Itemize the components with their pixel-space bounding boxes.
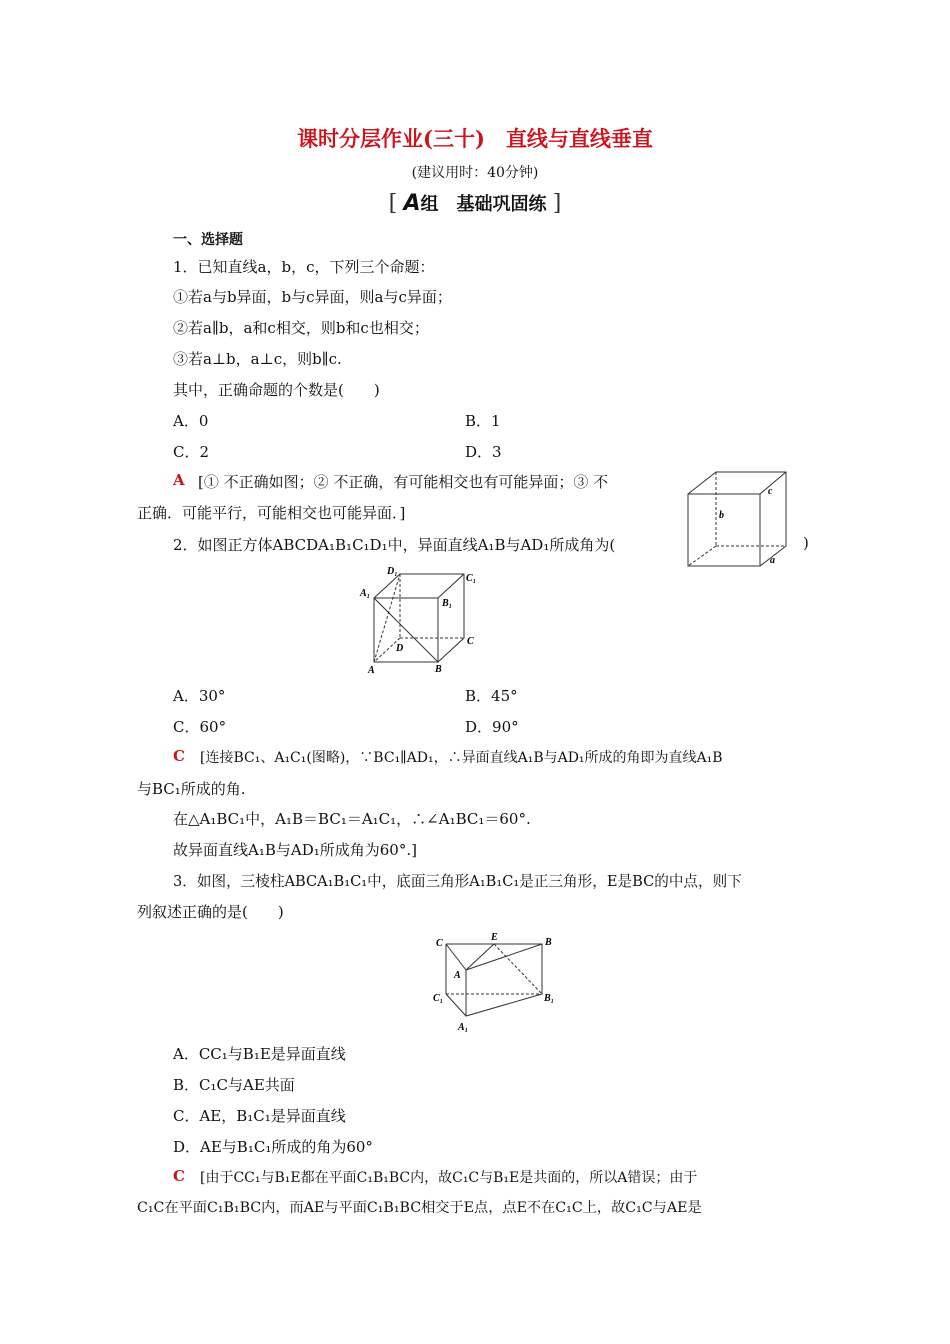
q1-explanation-line-2: 正确．可能平行，可能相交也可能异面．] [137,504,406,522]
group-label: 组 基础巩固练 [420,194,547,215]
fig2-label-d1: D₁ [387,566,398,577]
q1-statement-3: ③若a⊥b，a⊥c，则b∥c. [173,350,342,368]
fig3-label-b1: B₁ [544,993,555,1004]
q1-answer: A [173,471,185,489]
fig1-label-c: c [768,486,773,497]
q3-option-c: C．AE，B₁C₁是异面直线 [173,1107,346,1125]
fig2-label-a: A [368,665,375,676]
q3-explanation-line-1: [由于CC₁与B₁E都在平面C₁B₁BC内，故C₁C与B₁E是共面的，所以A错误；由于 [200,1170,698,1186]
q1-option-b: B．1 [465,412,501,430]
q2-stem: 2．如图正方体ABCDA₁B₁C₁D₁中，异面直线A₁B与AD₁所成角为( [173,536,616,554]
page-title: 课时分层作业(三十) 直线与直线垂直 [297,126,653,151]
q2-figure-cube [356,562,482,678]
group-letter: A [403,191,421,216]
fig2-label-a1: A₁ [360,588,371,599]
q3-stem-line-1: 3．如图，三棱柱ABCA₁B₁C₁中，底面三角形A₁B₁C₁是正三角形，E是BC的中点，则下 [173,873,742,890]
fig3-label-b: B [545,937,552,948]
fig3-label-c: C [436,938,443,949]
section-heading: 一、选择题 [173,232,243,248]
q1-option-c: C．2 [173,443,210,461]
fig2-label-b1: B₁ [442,598,453,609]
q3-option-b: B．C₁C与AE共面 [173,1076,295,1094]
q2-option-c: C．60° [173,718,227,736]
q2-stem-paren: ) [803,534,809,552]
q3-stem-line-2: 列叙述正确的是( ) [137,903,284,921]
fig3-label-c1: C₁ [433,993,444,1004]
q1-statement-2: ②若a∥b，a和c相交，则b和c也相交； [173,319,429,337]
q3-figure-prism [430,930,560,1036]
fig3-label-a1: A₁ [458,1022,469,1033]
q2-option-b: B．45° [465,687,518,705]
q2-option-a: A．30° [173,687,226,705]
q1-figure-cube [686,470,790,570]
q1-question: 其中，正确命题的个数是( ) [173,381,380,399]
q1-statement-1: ①若a与b异面，b与c异面，则a与c异面； [173,288,452,306]
q3-option-d: D．AE与B₁C₁所成的角为60° [173,1138,373,1156]
q2-explanation-line-3: 在△A₁BC₁中，A₁B＝BC₁＝A₁C₁，∴∠A₁BC₁＝60°. [173,810,531,828]
group-header: [ A组 基础巩固练 ] [388,191,562,216]
fig2-label-c: C [467,636,474,647]
q1-explanation-line-1: [① 不正确如图；② 不正确，有可能相交也有可能异面；③ 不 [198,473,609,491]
q3-option-a: A．CC₁与B₁E是异面直线 [173,1045,346,1063]
time-hint: (建议用时：40分钟) [411,165,539,181]
q1-option-d: D．3 [465,443,502,461]
fig3-label-a: A [454,970,461,981]
q2-explanation-line-1: [连接BC₁、A₁C₁(图略)，∵BC₁∥AD₁，∴异面直线A₁B与AD₁所成的角即为直线A₁B [200,750,723,766]
q2-explanation-line-2: 与BC₁所成的角. [137,780,246,798]
fig1-label-a: a [770,555,775,566]
q3-explanation-line-2: C₁C在平面C₁B₁BC内，而AE与平面C₁B₁BC相交于E点，点E不在C₁C上，故C₁C与AE是 [137,1200,702,1216]
fig2-label-d: D [396,643,404,654]
fig3-label-e: E [491,932,498,943]
q2-explanation-line-4: 故异面直线A₁B与AD₁所成角为60°.] [173,841,417,859]
fig2-label-b: B [435,664,442,675]
q2-answer: C [173,747,185,765]
q1-stem: 1．已知直线a，b，c，下列三个命题： [173,258,435,276]
q1-option-a: A．0 [173,412,209,430]
fig1-label-b: b [719,510,724,521]
q3-answer: C [173,1167,185,1185]
fig2-label-c1: C₁ [466,573,477,584]
q2-option-d: D．90° [465,718,519,736]
